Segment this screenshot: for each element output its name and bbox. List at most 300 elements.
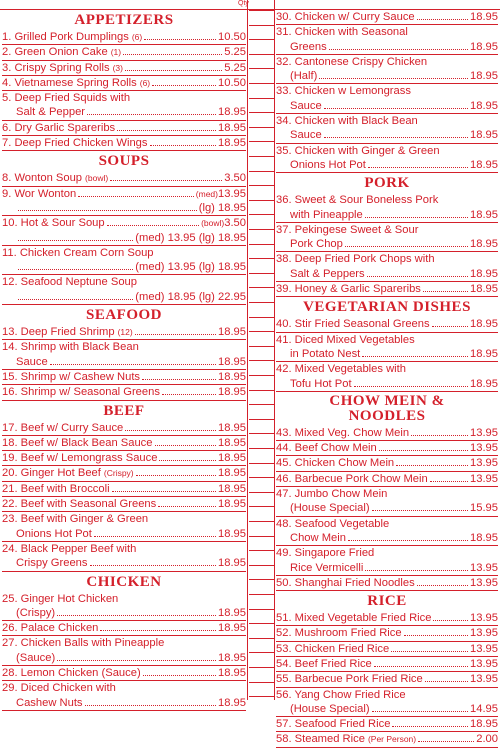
item-price: 18.95 [470,70,498,83]
menu-item [276,642,498,657]
item-name: 58. Steamed Rice [276,733,365,746]
menu-item [2,76,246,91]
leader-dots [345,246,468,247]
qty-line[interactable] [249,521,275,522]
leader-dots [319,78,468,79]
item-size: (6) [139,77,151,88]
qty-line[interactable] [249,506,275,507]
leader-dots [418,741,474,742]
qty-line[interactable] [249,433,275,434]
menu-item [276,732,498,747]
item-name-cont: (Half) [290,70,318,83]
qty-line[interactable] [249,273,275,274]
item-name-cont: (House Special) [290,502,370,515]
qty-line[interactable] [249,127,275,128]
leader-dots [324,137,468,138]
qty-line[interactable] [249,375,275,376]
item-price: 18.95 [218,436,246,449]
menu-item [276,611,498,626]
item-name: 39. Honey & Garlic Spareribs [276,283,421,296]
item-name: 4. Vietnamese Spring Rolls [2,76,137,89]
leader-dots [362,356,468,357]
item-name: 53. Chicken Fried Rice [276,642,390,655]
item-name-cont: Sauce [290,129,322,142]
item-name: 16. Shrimp w/ Seasonal Greens [2,386,160,399]
item-price: 13.95 [470,457,498,470]
qty-line[interactable] [249,667,275,668]
qty-line[interactable] [249,244,275,245]
qty-line[interactable] [249,492,275,493]
menu-item [2,512,246,542]
item-name-cont: Salt & Peppers [290,267,365,280]
leader-dots [411,435,468,436]
qty-line[interactable] [249,287,275,288]
section-title-seafood [2,305,246,325]
item-name: 50. Shanghai Fried Noodles [276,576,415,589]
menu-item [2,421,246,436]
leader-dots [368,167,468,168]
qty-line[interactable] [249,112,275,113]
menu-item [276,10,498,25]
item-name: 41. Diced Mixed Vegetables [276,333,415,346]
qty-line[interactable] [249,638,275,639]
menu-item [276,517,498,547]
leader-dots [152,85,216,86]
item-name-cont: Onions Hot Pot [290,158,366,171]
item-price: 13.95 [470,627,498,640]
item-size: (med) [195,188,218,199]
item-price: 18.95 [218,482,246,495]
qty-line[interactable] [249,609,275,610]
menu-item [276,441,498,456]
leader-dots [430,481,468,482]
item-price: 13.95 [470,442,498,455]
item-name: 29. Diced Chicken with [2,682,116,695]
item-price: 18.95 [218,106,246,119]
item-name: 14. Shrimp with Black Bean [2,341,139,354]
menu-item [2,275,246,305]
item-price: 18.95 [218,527,246,540]
leader-dots [18,269,133,270]
item-price: 13.95 [470,642,498,655]
menu-item [2,30,246,45]
menu-item [276,688,498,718]
item-name: 2. Green Onion Cake [2,46,108,59]
qty-line[interactable] [249,317,275,318]
item-name-cont: Tofu Hot Pot [290,377,352,390]
item-price: 13.95 [470,576,498,589]
leader-dots [117,130,216,131]
leader-dots [158,506,216,507]
item-name: 48. Seafood Vegetable [276,517,390,530]
section-title-text: SEAFOOD [85,307,162,324]
section-title-beef [2,401,246,421]
menu-item [276,193,498,223]
qty-line[interactable] [249,696,275,697]
item-name: 56. Yang Chow Fried Rice [276,688,406,701]
section-title-text: CHOW MEIN & [329,392,445,409]
item-price: 18.95 [470,158,498,171]
qty-line[interactable] [249,25,275,26]
section-title-rice [276,591,498,611]
item-name-cont: Rice Vermicelli [290,561,364,574]
leader-dots [433,620,468,621]
qty-line[interactable] [249,536,275,537]
item-price: 13.95 [470,561,498,574]
item-name: 8. Wonton Soup [2,172,83,185]
qty-line[interactable] [249,652,275,653]
leader-dots [329,49,468,50]
item-size: (6) [131,32,143,42]
leader-dots [417,19,468,20]
leader-dots [94,536,216,537]
item-price: 18.95 [470,283,498,296]
item-price: 18.95 [218,326,246,339]
menu-column-right [276,10,498,748]
menu-item [2,340,246,370]
item-price: 15.95 [470,502,498,515]
qty-line[interactable] [249,171,275,172]
qty-line[interactable] [249,360,275,361]
item-price: 18.95 [218,666,246,679]
item-name: 20. Ginger Hot Beef [2,467,101,480]
leader-dots [135,334,216,335]
item-name: 5. Deep Fried Squids with [2,92,131,105]
item-price: 18.95 [218,355,246,368]
menu-item [2,621,246,636]
qty-line[interactable] [249,54,275,55]
item-size: (bowl) [85,173,109,184]
menu-item [276,576,498,591]
qty-line[interactable] [249,623,275,624]
item-name: 40. Stir Fried Seasonal Greens [276,318,430,331]
menu-item [2,246,246,276]
leader-dots [110,180,222,181]
qty-line[interactable] [249,200,275,201]
menu-item [2,325,246,340]
leader-dots [423,291,468,292]
qty-line[interactable] [249,141,275,142]
item-name: 44. Beef Chow Mein [276,442,377,455]
qty-line[interactable] [249,302,275,303]
item-name-cont: with Pineapple [290,208,363,221]
menu-item [276,456,498,471]
item-price: 2.00 [476,733,498,746]
section-title-text: RICE [367,593,407,610]
qty-line[interactable] [249,463,275,464]
qty-line[interactable] [249,477,275,478]
menu-item [2,681,246,711]
leader-dots [372,510,468,511]
section-title-text: CHICKEN [86,573,162,590]
item-name-cont: Chow Mein [290,531,346,544]
leader-dots [57,660,216,661]
section-title-text: PORK [364,175,410,192]
item-price: 13.95 [470,673,498,686]
item-price: 5.25 [224,61,246,74]
item-name-cont: Sauce [16,355,48,368]
leader-dots [396,465,468,466]
leader-dots [150,145,217,146]
item-name: 33. Chicken w Lemongrass [276,85,411,98]
qty-line[interactable] [249,83,275,84]
qty-line[interactable] [249,214,275,215]
menu-item [2,466,246,481]
item-price: 18.95 [218,606,246,619]
item-name: 57. Seafood Fried Rice [276,718,391,731]
qty-line[interactable] [249,229,275,230]
item-price: 18.95 [470,208,498,221]
item-name: 42. Mixed Vegetables with [276,363,406,376]
menu-item [276,472,498,487]
leader-dots [162,394,216,395]
leader-dots [417,585,468,586]
item-name: 38. Deep Fried Pork Chops with [276,253,435,266]
leader-dots [87,114,216,115]
section-title-text: SOUPS [98,153,150,170]
section-title-text: APPETIZERS [74,12,174,28]
item-price: 13.95 [218,187,246,200]
item-name: 1. Grilled Pork Dumplings [2,31,129,43]
menu-item [276,84,498,114]
menu-item [276,55,498,85]
leader-dots [18,299,133,300]
qty-line[interactable] [249,550,275,551]
item-name: 47. Jumbo Chow Mein [276,488,388,501]
leader-dots [100,630,216,631]
menu-item [2,636,246,666]
item-price: 13.95 [470,657,498,670]
section-title-soups [2,151,246,171]
section-title-appetizers [2,10,246,30]
item-price: 18.95 [218,421,246,434]
item-size: (Crispy) [103,468,134,479]
menu-item [276,252,498,282]
qty-line[interactable] [249,579,275,580]
qty-line[interactable] [249,68,275,69]
item-name-cont: (House Special) [290,702,370,715]
item-name-cont: Crispy Greens [16,557,88,570]
item-price: 3.50 [224,172,246,185]
menu-item [2,61,246,76]
menu-item [2,592,246,622]
menu-item [2,482,246,497]
item-price: 10.50 [218,31,246,43]
leader-dots [142,379,216,380]
item-name: 19. Beef w/ Lemongrass Sauce [2,452,158,465]
menu-item [2,171,246,186]
menu-item [276,426,498,441]
menu-item [276,362,498,392]
item-price: 18.95 [470,238,498,251]
item-name: 25. Ginger Hot Chicken [2,592,119,605]
leader-dots [107,225,199,226]
item-name-cont: Cashew Nuts [16,696,83,709]
item-price: 18.95 [218,651,246,664]
section-title-text: BEEF [103,402,145,419]
menu-item [276,282,498,297]
leader-dots [365,570,468,571]
section-title-pork [276,173,498,193]
item-size: (1) [110,47,122,58]
leader-dots [90,565,217,566]
menu-item [2,45,246,60]
column-divider-left [247,0,248,700]
item-name: 21. Beef with Broccoli [2,482,110,495]
leader-dots [136,475,216,476]
item-name: 49. Singapore Fried [276,547,375,560]
menu-item [2,216,246,246]
item-price: 18.95 [218,452,246,465]
qty-line[interactable] [249,10,275,11]
menu-item [2,121,246,136]
leader-dots [78,196,194,197]
item-name: 46. Barbecue Pork Chow Mein [276,472,428,485]
qty-line[interactable] [249,448,275,449]
item-price: 18.95 [218,370,246,383]
leader-dots [144,39,216,40]
item-price: 5.25 [224,46,246,59]
qty-line[interactable] [249,419,275,420]
item-price: 18.95 [218,121,246,134]
item-price: 3.50 [224,217,246,230]
item-price: 18.95 [218,498,246,511]
item-name: 24. Black Pepper Beef with [2,542,137,555]
item-size: (3) [112,62,123,73]
section-title-chowmein [276,392,498,426]
item-name: 12. Seafood Neptune Soup [2,276,137,289]
leader-dots [354,386,468,387]
leader-dots [155,445,216,446]
qty-line[interactable] [249,98,275,99]
item-name: 22. Beef with Seasonal Greens [2,498,157,511]
top-edge [0,0,500,10]
item-name-cont: Onions Hot Pot [16,527,92,540]
item-price: 18.95 [470,531,498,544]
leader-dots [348,540,468,541]
menu-item [2,497,246,512]
qty-line[interactable] [249,331,275,332]
section-title-text: VEGETARIAN DISHES [303,299,471,316]
item-size-prices: (lg) 18.95 [198,201,246,214]
item-price: 18.95 [470,377,498,390]
item-name: 43. Mixed Veg. Chow Mein [276,426,410,439]
leader-dots [18,210,197,211]
leader-dots [365,217,468,218]
leader-dots [85,705,216,706]
item-name: 51. Mixed Vegetable Fried Rice [276,612,432,625]
menu-item [276,333,498,363]
qty-line[interactable] [249,346,275,347]
item-name: 52. Mushroom Fried Rice [276,627,402,640]
leader-dots [374,666,468,667]
item-name: 32. Cantonese Crispy Chicken [276,55,428,68]
item-price: 13.95 [470,472,498,485]
leader-dots [57,615,216,616]
item-size: (Per Person) [367,734,417,745]
item-size-prices: (med) 18.95 (lg) 22.95 [135,290,246,303]
item-name: 30. Chicken w/ Curry Sauce [276,11,415,23]
item-name: 36. Sweet & Sour Boneless Pork [276,194,439,207]
item-name: 28. Lemon Chicken (Sauce) [2,666,141,679]
item-name: 13. Deep Fried Shrimp [2,326,115,339]
item-price: 18.95 [470,318,498,331]
menu-item [2,187,246,217]
item-name-cont: Pork Chop [290,238,343,251]
qty-line[interactable] [249,258,275,259]
item-price: 10.50 [218,76,246,89]
menu-item [2,136,246,151]
qty-column [249,10,275,700]
qty-line[interactable] [249,404,275,405]
leader-dots [18,240,133,241]
item-name-cont: Sauce [290,99,322,112]
menu-item [276,672,498,687]
qty-line[interactable] [249,682,275,683]
item-name: 15. Shrimp w/ Cashew Nuts [2,370,141,383]
item-name: 54. Beef Fried Rice [276,657,372,670]
menu-item [2,451,246,466]
item-name: 10. Hot & Sour Soup [2,217,105,230]
item-size: (12) [117,327,133,338]
item-name: 26. Palace Chicken [2,622,99,635]
qty-line[interactable] [249,594,275,595]
item-name: 18. Beef w/ Black Bean Sauce [2,436,153,449]
menu-item [276,546,498,576]
item-price: 18.95 [470,347,498,360]
item-name: 35. Chicken with Ginger & Green [276,144,440,157]
leader-dots [404,635,468,636]
item-price: 18.95 [470,718,498,731]
item-name: 45. Chicken Chow Mein [276,457,395,470]
leader-dots [425,681,468,682]
item-name-cont: in Potato Nest [290,347,361,360]
menu-item [276,114,498,144]
item-price: 13.95 [470,426,498,439]
item-price: 14.95 [470,702,498,715]
menu-item [2,542,246,572]
item-name: 27. Chicken Balls with Pineapple [2,637,165,650]
item-price: 18.95 [218,137,246,150]
leader-dots [125,430,216,431]
menu-item [276,717,498,732]
leader-dots [50,364,216,365]
item-size-prices: (med) 13.95 (lg) 18.95 [135,261,246,274]
menu-item [276,657,498,672]
qty-line[interactable] [249,39,275,40]
leader-dots [391,651,468,652]
qty-line[interactable] [249,156,275,157]
section-title-chicken [2,572,246,592]
item-price: 18.95 [470,40,498,53]
item-name: 55. Barbecue Pork Fried Rice [276,673,423,686]
leader-dots [367,276,468,277]
leader-dots [123,54,222,55]
qty-line[interactable] [249,565,275,566]
qty-line[interactable] [249,390,275,391]
menu-item [276,25,498,55]
qty-line[interactable] [249,185,275,186]
leader-dots [143,675,216,676]
item-name: 23. Beef with Ginger & Green [2,513,149,526]
menu-item [2,91,246,121]
leader-dots [392,726,468,727]
item-price: 18.95 [218,622,246,635]
item-price: 18.95 [218,467,246,480]
item-size-prices: (med) 13.95 (lg) 18.95 [135,231,246,244]
leader-dots [159,460,216,461]
item-name: 9. Wor Wonton [2,187,77,200]
